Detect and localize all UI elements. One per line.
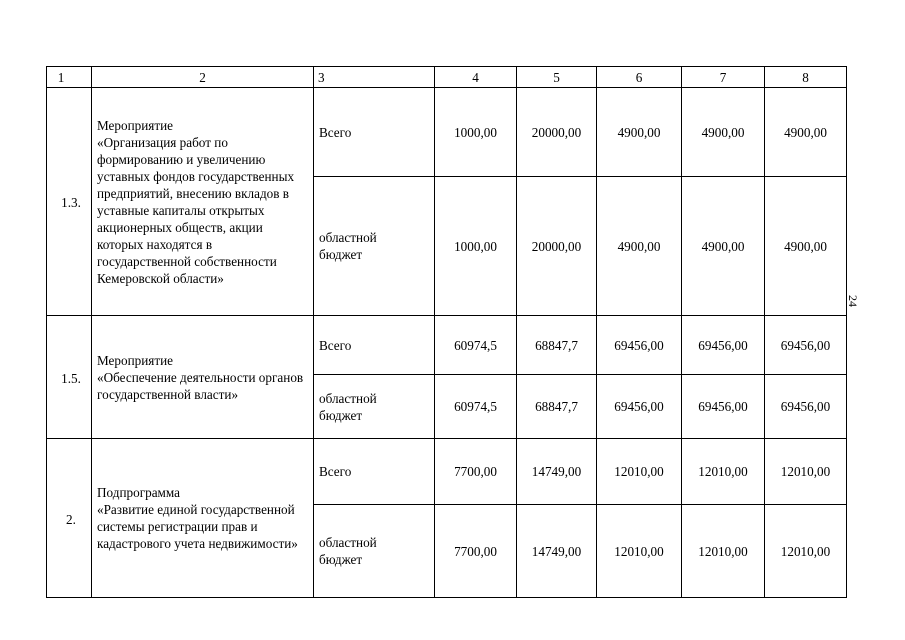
- header-cell-1: 1: [47, 67, 92, 88]
- value-col-8: 4900,00: [765, 88, 847, 177]
- value-col-6: 4900,00: [597, 177, 682, 316]
- value-col-8: 4900,00: [765, 177, 847, 316]
- value-col-7: 4900,00: [682, 177, 765, 316]
- value-col-8: 69456,00: [765, 316, 847, 375]
- page-number: 24: [846, 295, 860, 307]
- value-col-8: 69456,00: [765, 375, 847, 439]
- value-col-6: 12010,00: [597, 505, 682, 598]
- item-name: Мероприятие «Обеспечение деятельности органов государственной власти»: [92, 316, 314, 439]
- funding-source: Всего: [314, 316, 435, 375]
- value-col-4: 1000,00: [435, 88, 517, 177]
- funding-source: областной бюджет: [314, 177, 435, 316]
- funding-source: областной бюджет: [314, 505, 435, 598]
- item-name: Подпрограмма «Развитие единой государственной системы регистрации прав и кадастрового учета недвижимости»: [92, 439, 314, 598]
- funding-source: Всего: [314, 439, 435, 505]
- value-col-7: 69456,00: [682, 375, 765, 439]
- value-col-5: 14749,00: [517, 439, 597, 505]
- value-col-4: 60974,5: [435, 375, 517, 439]
- value-col-5: 20000,00: [517, 177, 597, 316]
- value-col-5: 68847,7: [517, 316, 597, 375]
- value-col-4: 1000,00: [435, 177, 517, 316]
- value-col-6: 69456,00: [597, 316, 682, 375]
- header-cell-2: 2: [92, 67, 314, 88]
- budget-table: [46, 66, 847, 598]
- header-cell-5: 5: [517, 67, 597, 88]
- item-number: 1.3.: [47, 88, 92, 316]
- value-col-6: 4900,00: [597, 88, 682, 177]
- value-col-7: 12010,00: [682, 439, 765, 505]
- value-col-7: 12010,00: [682, 505, 765, 598]
- value-col-5: 20000,00: [517, 88, 597, 177]
- table-row: [47, 88, 847, 177]
- table-row: [47, 316, 847, 375]
- header-cell-8: 8: [765, 67, 847, 88]
- funding-source: Всего: [314, 88, 435, 177]
- value-col-6: 12010,00: [597, 439, 682, 505]
- value-col-6: 69456,00: [597, 375, 682, 439]
- header-cell-4: 4: [435, 67, 517, 88]
- item-number: 2.: [47, 439, 92, 598]
- item-number: 1.5.: [47, 316, 92, 439]
- item-name: Мероприятие «Организация работ по формированию и увеличению уставных фондов государственных предприятий, внесению вкладов в уставные капиталы открытых акционерных обществ, акции которых находятся в государственной собственности Кемеровской области»: [92, 88, 314, 316]
- table-header-row: [47, 67, 847, 88]
- value-col-8: 12010,00: [765, 439, 847, 505]
- value-col-5: 68847,7: [517, 375, 597, 439]
- table-row: [47, 439, 847, 505]
- value-col-7: 69456,00: [682, 316, 765, 375]
- value-col-8: 12010,00: [765, 505, 847, 598]
- funding-source: областной бюджет: [314, 375, 435, 439]
- value-col-4: 60974,5: [435, 316, 517, 375]
- value-col-5: 14749,00: [517, 505, 597, 598]
- header-cell-3: 3: [314, 67, 435, 88]
- value-col-7: 4900,00: [682, 88, 765, 177]
- value-col-4: 7700,00: [435, 505, 517, 598]
- value-col-4: 7700,00: [435, 439, 517, 505]
- header-cell-7: 7: [682, 67, 765, 88]
- header-cell-6: 6: [597, 67, 682, 88]
